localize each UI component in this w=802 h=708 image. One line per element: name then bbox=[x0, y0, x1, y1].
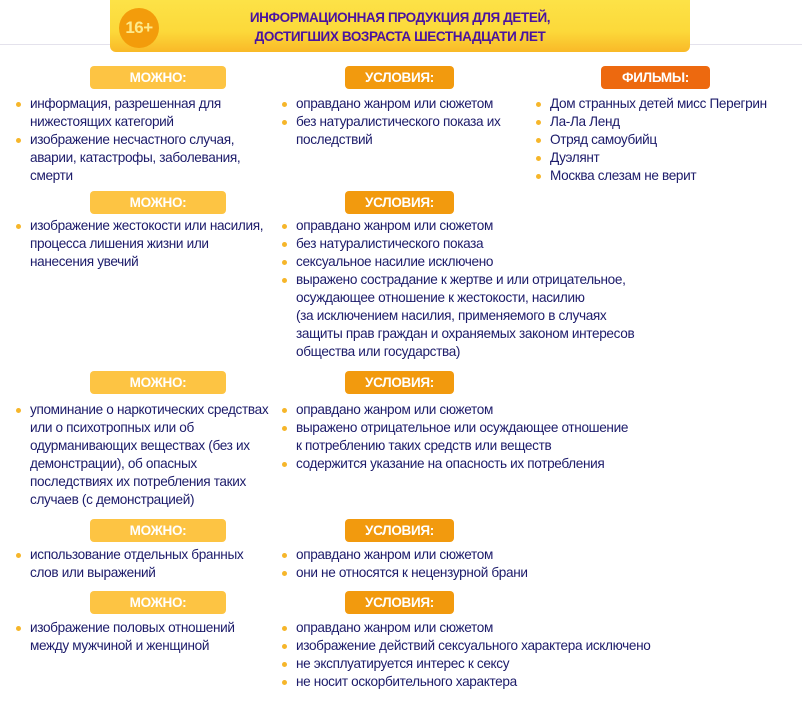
film-item: Дом странных детей мисс Перегрин bbox=[542, 95, 767, 113]
list-item: изображение жестокости или насилия, процесса лишения жизни или нанесения увечий bbox=[22, 217, 263, 271]
list-item: не эксплуатируется интерес к сексу bbox=[288, 655, 651, 673]
conditions-list bbox=[288, 546, 528, 582]
allowed-label: МОЖНО: bbox=[90, 591, 226, 614]
list-item: изображение половых отношений между мужчиной и женщиной bbox=[22, 619, 235, 655]
list-item: без натуралистического показа их последствий bbox=[288, 113, 500, 149]
list-item: выражено сострадание к жертве и или отрицательное, осуждающее отношение к жестокости, насилию (за исключением насилия, применяемого в случаях защиты прав граждан и охраняемых законом интересов общества или государства) bbox=[288, 271, 634, 361]
list-item: оправдано жанром или сюжетом bbox=[288, 401, 628, 419]
list-item: оправдано жанром или сюжетом bbox=[288, 217, 634, 235]
list-item: содержится указание на опасность их потребления bbox=[288, 455, 628, 473]
list-item: упоминание о наркотических средствах или о психотропных или об одурманивающих веществах (без их демонстрации), об опасных последствиях их потребления таких случаев (с демонстрацией) bbox=[22, 401, 268, 509]
list-item: изображение действий сексуального характера исключено bbox=[288, 637, 651, 655]
films-list bbox=[542, 95, 767, 185]
film-item: Москва слезам не верит bbox=[542, 167, 767, 185]
list-item: оправдано жанром или сюжетом bbox=[288, 546, 528, 564]
film-item: Ла-Ла Ленд bbox=[542, 113, 767, 131]
page-title: ИНФОРМАЦИОННАЯ ПРОДУКЦИЯ ДЛЯ ДЕТЕЙ, ДОСТИГШИХ ВОЗРАСТА ШЕСТНАДЦАТИ ЛЕТ bbox=[249, 10, 551, 44]
allowed-label: МОЖНО: bbox=[90, 371, 226, 394]
allowed-list bbox=[22, 401, 268, 509]
allowed-list bbox=[22, 546, 243, 582]
allowed-label: МОЖНО: bbox=[90, 519, 226, 542]
allowed-list bbox=[22, 619, 235, 655]
list-item: оправдано жанром или сюжетом bbox=[288, 95, 500, 113]
list-item: изображение несчастного случая, аварии, катастрофы, заболевания, смерти bbox=[22, 131, 240, 185]
list-item: информация, разрешенная для нижестоящих категорий bbox=[22, 95, 240, 131]
conditions-label: УСЛОВИЯ: bbox=[345, 371, 454, 394]
conditions-list bbox=[288, 619, 651, 691]
film-item: Отряд самоубийц bbox=[542, 131, 767, 149]
film-item: Дуэлянт bbox=[542, 149, 767, 167]
conditions-list bbox=[288, 95, 500, 149]
list-item: оправдано жанром или сюжетом bbox=[288, 619, 651, 637]
allowed-list bbox=[22, 95, 240, 185]
list-item: использование отдельных бранных слов или выражений bbox=[22, 546, 243, 582]
list-item: без натуралистического показа bbox=[288, 235, 634, 253]
conditions-label: УСЛОВИЯ: bbox=[345, 519, 454, 542]
conditions-label: УСЛОВИЯ: bbox=[345, 66, 454, 89]
conditions-list bbox=[288, 217, 634, 361]
conditions-label: УСЛОВИЯ: bbox=[345, 591, 454, 614]
age-rating-badge: 16+ bbox=[119, 8, 159, 48]
allowed-list bbox=[22, 217, 263, 271]
list-item: сексуальное насилие исключено bbox=[288, 253, 634, 271]
conditions-label: УСЛОВИЯ: bbox=[345, 191, 454, 214]
list-item: они не относятся к нецензурной брани bbox=[288, 564, 528, 582]
allowed-label: МОЖНО: bbox=[90, 66, 226, 89]
conditions-list bbox=[288, 401, 628, 473]
list-item: не носит оскорбительного характера bbox=[288, 673, 651, 691]
allowed-label: МОЖНО: bbox=[90, 191, 226, 214]
films-label: ФИЛЬМЫ: bbox=[601, 66, 710, 89]
list-item: выражено отрицательное или осуждающее отношение к потреблению таких средств или веществ bbox=[288, 419, 628, 455]
